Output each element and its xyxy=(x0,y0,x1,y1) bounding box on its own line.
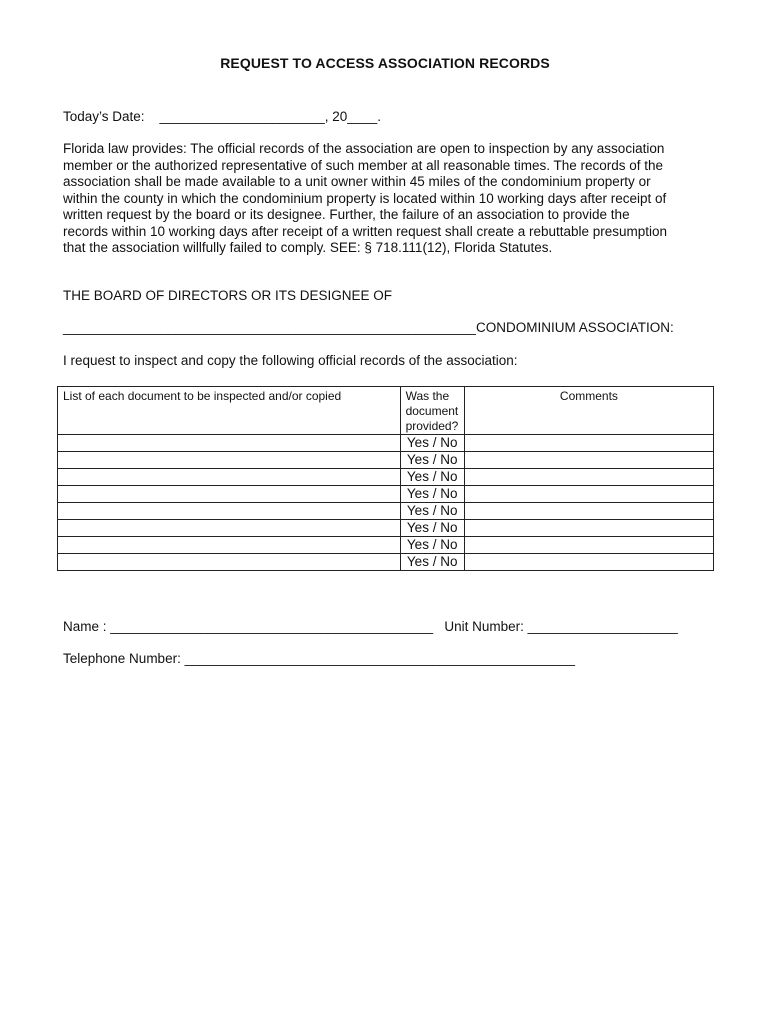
association-name-field[interactable]: _______________________________________________________CONDOMINIUM ASSOCIATION: xyxy=(63,320,674,335)
comments-cell[interactable] xyxy=(464,452,713,469)
provided-cell[interactable]: Yes / No xyxy=(400,503,464,520)
table-header-row xyxy=(58,387,714,435)
law-paragraph-line: that the association willfully failed to comply. SEE: § 718.111(12), Florida Statutes. xyxy=(63,240,553,255)
telephone-field[interactable]: Telephone Number: ____________________________________________________ xyxy=(63,651,575,666)
law-paragraph-line: association shall be made available to a unit owner within 45 miles of the condominium property or xyxy=(63,174,651,189)
name-unit-field[interactable]: Name : ___________________________________________ Unit Number: ____________________ xyxy=(63,619,678,634)
header-provided: Was the document provided? xyxy=(400,387,464,435)
comments-cell[interactable] xyxy=(464,435,713,452)
comments-cell[interactable] xyxy=(464,503,713,520)
document-cell[interactable] xyxy=(58,537,401,554)
law-paragraph-line: written request by the board or its designee. Further, the failure of an association to provide the xyxy=(63,207,630,222)
law-paragraph-line: within the county in which the condominium property is located within 10 working days after receipt of xyxy=(63,190,667,206)
request-statement: I request to inspect and copy the following official records of the association: xyxy=(63,353,518,368)
table-row xyxy=(58,503,714,520)
law-paragraph-line: records within 10 working days after receipt of a written request shall create a rebuttable presumption xyxy=(63,223,668,239)
date-field[interactable]: Today’s Date: ______________________, 20____. xyxy=(63,109,382,124)
document-cell[interactable] xyxy=(58,452,401,469)
records-table xyxy=(57,386,714,571)
table-row xyxy=(58,486,714,503)
document-cell[interactable] xyxy=(58,486,401,503)
table-row xyxy=(58,554,714,571)
comments-cell[interactable] xyxy=(464,554,713,571)
provided-cell[interactable]: Yes / No xyxy=(400,469,464,486)
table-row xyxy=(58,469,714,486)
law-paragraph-line: member or the authorized representative of such member at all reasonable times. The records of the xyxy=(63,157,664,173)
law-paragraph xyxy=(63,141,703,257)
document-cell[interactable] xyxy=(58,503,401,520)
table-row xyxy=(58,520,714,537)
provided-cell[interactable]: Yes / No xyxy=(400,486,464,503)
provided-cell[interactable]: Yes / No xyxy=(400,537,464,554)
header-comments: Comments xyxy=(464,387,713,435)
provided-cell[interactable]: Yes / No xyxy=(400,435,464,452)
board-heading: THE BOARD OF DIRECTORS OR ITS DESIGNEE OF xyxy=(63,288,393,303)
header-documents: List of each document to be inspected and/or copied xyxy=(58,387,401,435)
provided-cell[interactable]: Yes / No xyxy=(400,520,464,537)
comments-cell[interactable] xyxy=(464,469,713,486)
table-row xyxy=(58,452,714,469)
comments-cell[interactable] xyxy=(464,520,713,537)
table-row xyxy=(58,435,714,452)
comments-cell[interactable] xyxy=(464,537,713,554)
form-title: REQUEST TO ACCESS ASSOCIATION RECORDS xyxy=(220,55,550,71)
table-row xyxy=(58,537,714,554)
document-cell[interactable] xyxy=(58,520,401,537)
law-paragraph-line: Florida law provides: The official records of the association are open to inspection by any association xyxy=(63,141,665,156)
comments-cell[interactable] xyxy=(464,486,713,503)
document-cell[interactable] xyxy=(58,554,401,571)
document-cell[interactable] xyxy=(58,435,401,452)
document-cell[interactable] xyxy=(58,469,401,486)
provided-cell[interactable]: Yes / No xyxy=(400,452,464,469)
provided-cell[interactable]: Yes / No xyxy=(400,554,464,571)
